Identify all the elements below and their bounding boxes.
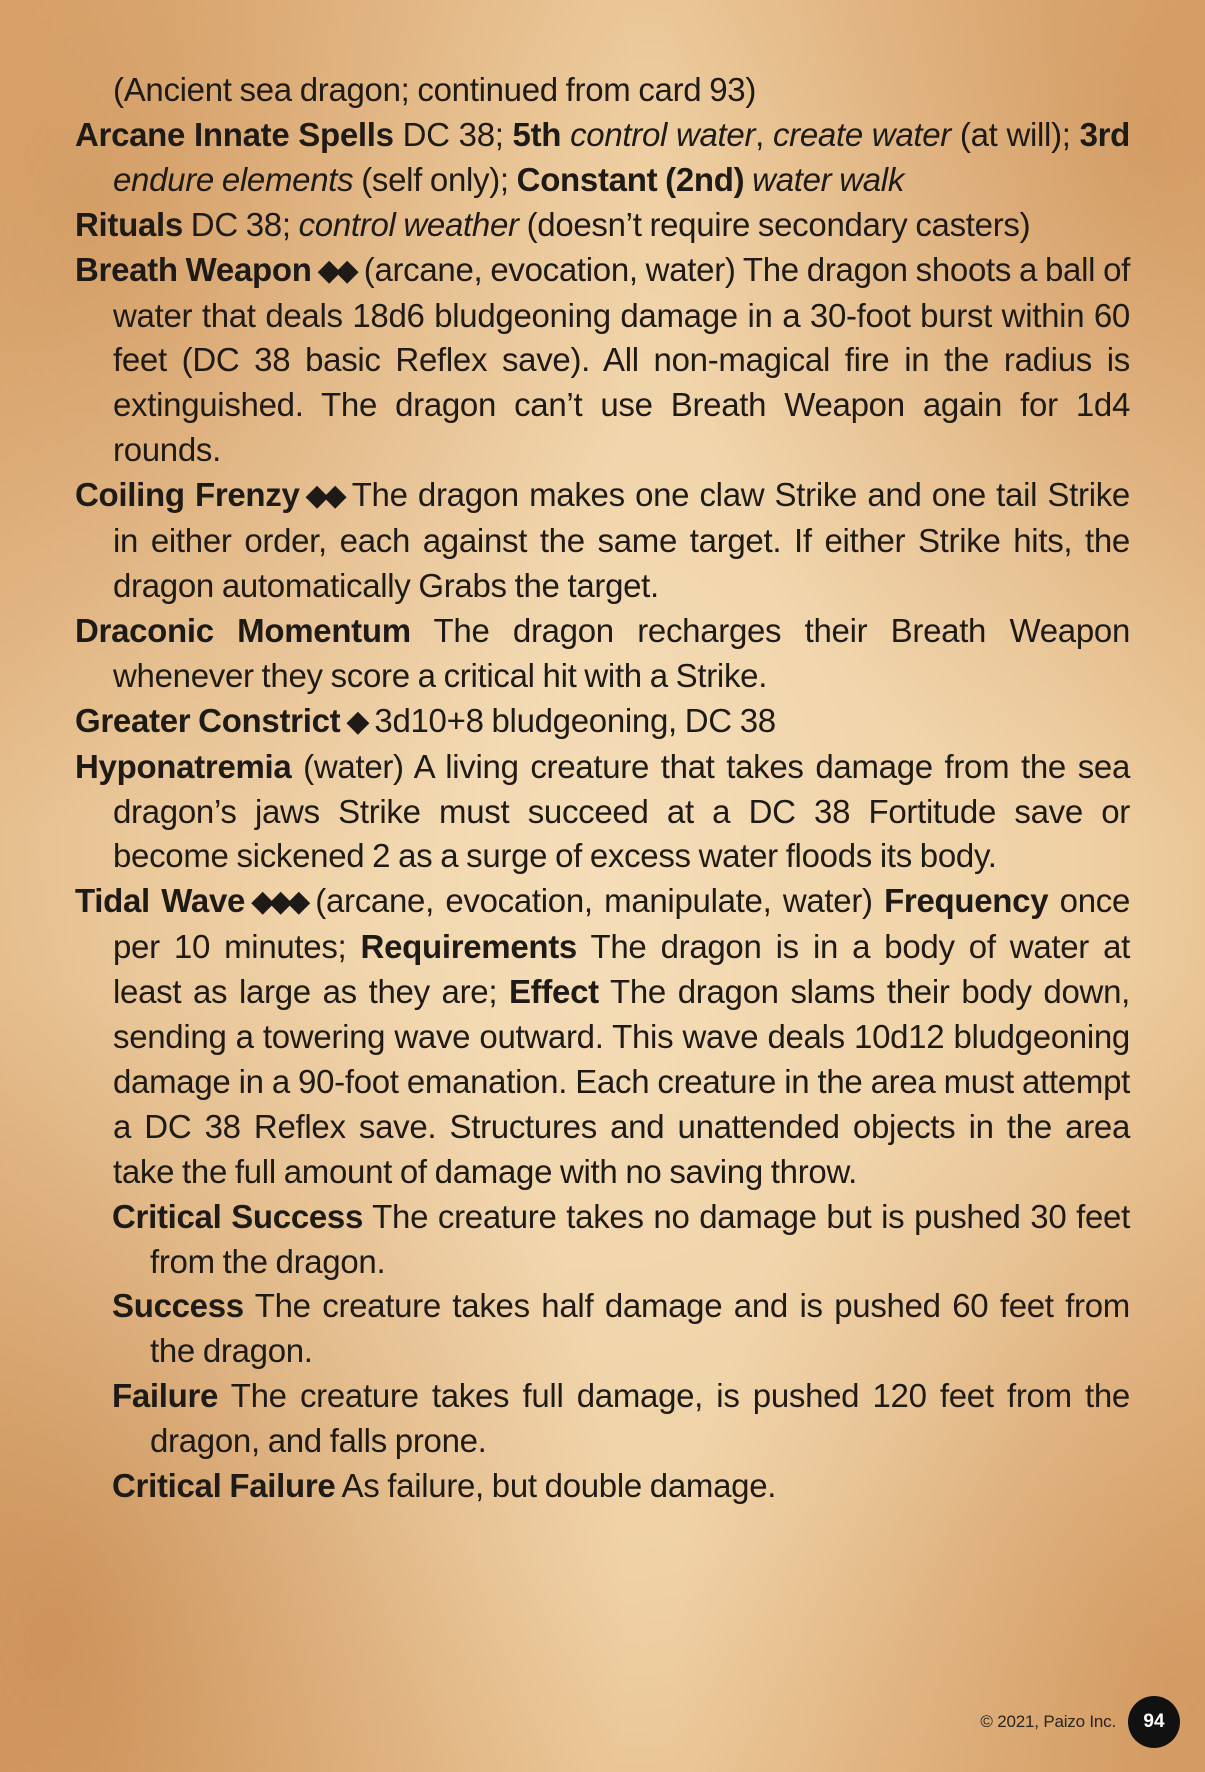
two-action-icon: ◆◆ (317, 253, 354, 287)
entry-label: Coiling Frenzy (75, 476, 300, 514)
three-action-icon: ◆◆◆ (251, 885, 306, 919)
entry-draconic-momentum (75, 609, 1130, 699)
entry-rituals: Rituals DC 38; control weather (doesn’t require secondary casters) (75, 205, 1031, 243)
entry-breath-weapon (75, 248, 1130, 474)
entry-coiling-frenzy (75, 473, 1130, 609)
entry-text: (arcane, evocation, water) The dragon shoots a ball of water that deals 18d6 bludgeoning damage in a 30-foot burst within 60 feet (DC 38 basic Reflex save). All non-magical fire in the radius is extinguished. The dragon can’t use Breath Weapon again for 1d4 rounds. (113, 250, 1130, 469)
stat-block-text (75, 68, 1130, 1509)
entry-hyponatremia (75, 745, 1130, 880)
entry-greater-constrict (75, 699, 1130, 745)
outcome-label: Critical Failure (112, 1467, 336, 1505)
entry-label: Breath Weapon (75, 250, 312, 288)
spell-name: create water (772, 115, 951, 153)
entry-label: Rituals (75, 205, 183, 243)
entry-arcane-innate-spells: Arcane Innate Spells DC 38; 5th control water, create water (at will); 3rd endure elements (self only); Constant (2nd) water walk (75, 115, 1131, 198)
entry-tidal-wave: Tidal Wave ◆◆◆ (arcane, evocation, manipulate, water) Frequency once per 10 minutes; Requirements The dragon is in a body of water at least as large as they are; Effect The dragon slams their body down, sending a towering wave outward. This wave deals 10d12 bludgeoning damage in a 90-foot emanation. Each creature in the area must attempt a DC 38 Reflex save. Structures and unattended objects in the area take the full amount of damage with no saving throw. (75, 882, 1131, 1190)
entry-label: Hyponatremia (75, 747, 292, 785)
page-footer (980, 1696, 1180, 1748)
outcome-text: The creature takes half damage and is pushed 60 feet from the dragon. (150, 1287, 1130, 1370)
entry-text: 3d10+8 bludgeoning, DC 38 (374, 701, 776, 739)
outcome-text: The creature takes no damage but is pushed 30 feet from the dragon. (150, 1197, 1130, 1280)
entry-text: The dragon makes one claw Strike and one tail Strike in either order, each against the same target. If either Strike hits, the dragon automatically Grabs the target. (113, 476, 1130, 604)
one-action-icon: ◆ (346, 704, 365, 738)
outcome-label: Critical Success (112, 1197, 364, 1235)
spell-name: endure elements (113, 160, 354, 198)
outcome-label: Failure (112, 1377, 219, 1415)
entry-label: Arcane Innate Spells (75, 115, 394, 153)
entry-label: Greater Constrict (75, 701, 341, 739)
spell-name: water walk (752, 160, 905, 198)
outcome-success (75, 1284, 1130, 1374)
outcome-failure (75, 1374, 1130, 1464)
spell-name: control water (570, 115, 756, 153)
outcome-label: Success (112, 1287, 244, 1325)
entry-text: The dragon recharges their Breath Weapon whenever they score a critical hit with a Strike. (113, 611, 1130, 694)
entry-label: Tidal Wave (75, 882, 246, 920)
entry-label: Draconic Momentum (75, 611, 411, 649)
ritual-name: control weather (298, 205, 519, 243)
spell-rank: 3rd (1079, 115, 1131, 153)
two-action-icon: ◆◆ (305, 479, 342, 513)
copyright-notice: © 2021, Paizo Inc. (980, 1712, 1116, 1731)
frequency-label: Frequency (884, 882, 1049, 920)
outcome-text: The creature takes full damage, is pushed 120 feet from the dragon, and falls prone. (150, 1377, 1130, 1460)
spell-rank: Constant (2nd) (516, 160, 745, 198)
spell-rank: 5th (512, 115, 562, 153)
continued-note-text: (Ancient sea dragon; continued from card 93) (113, 71, 757, 108)
entry-text: (water) A living creature that takes damage from the sea dragon’s jaws Strike must succeed at a DC 38 Fortitude save or become sickened 2 as a surge of excess water floods its body. (113, 747, 1130, 875)
page-number-badge: 94 (1128, 1696, 1180, 1748)
requirements-label: Requirements (360, 928, 577, 966)
outcome-text: As failure, but double damage. (335, 1467, 777, 1505)
continued-note (75, 68, 1130, 113)
outcome-critical-success (75, 1195, 1130, 1285)
outcome-critical-failure (75, 1464, 1130, 1509)
effect-label: Effect (508, 973, 599, 1011)
